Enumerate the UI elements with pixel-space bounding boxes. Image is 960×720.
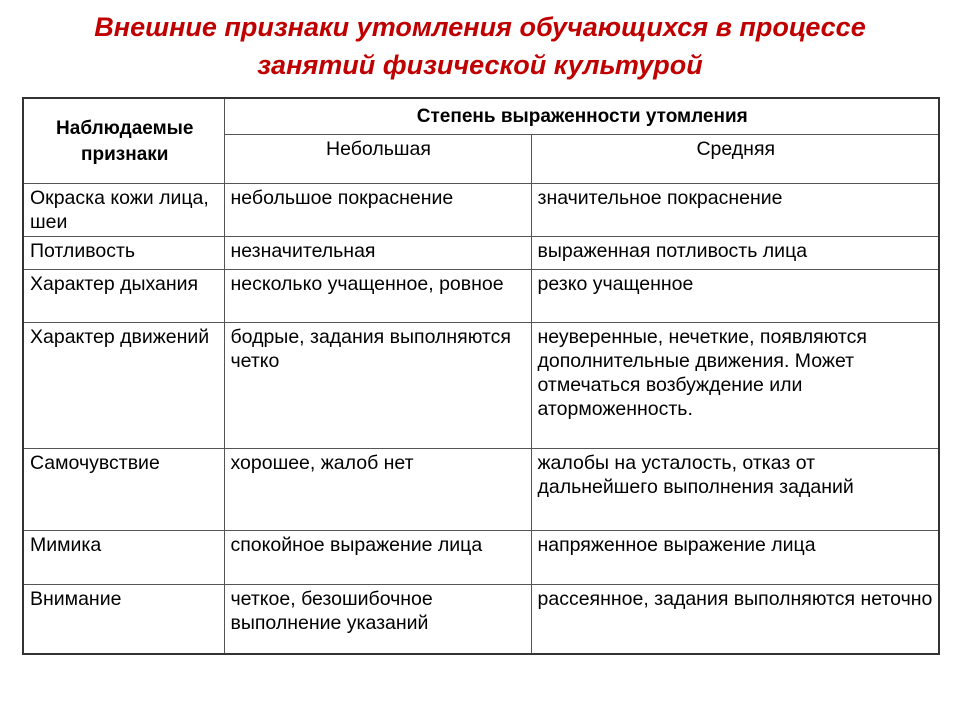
cell-sign: Характер движений	[23, 322, 224, 448]
cell-small: незначительная	[224, 236, 531, 269]
table-header-row	[23, 98, 939, 134]
cell-sign: Окраска кожи лица, шеи	[23, 183, 224, 236]
slide-title-line-2: занятий физической культурой	[257, 50, 703, 80]
table-row	[23, 269, 939, 322]
slide-title	[0, 8, 960, 84]
cell-medium: выраженная потливость лица	[531, 236, 939, 269]
table-row	[23, 183, 939, 236]
cell-sign: Потливость	[23, 236, 224, 269]
cell-medium: рассеянное, задания выполняются неточно	[531, 584, 939, 654]
cell-small: четкое, безошибочное выполнение указаний	[224, 584, 531, 654]
cell-medium: напряженное выражение лица	[531, 530, 939, 584]
cell-small: небольшое покраснение	[224, 183, 531, 236]
table-row	[23, 448, 939, 530]
cell-small: спокойное выражение лица	[224, 530, 531, 584]
table-row	[23, 584, 939, 654]
cell-sign: Внимание	[23, 584, 224, 654]
fatigue-signs-table	[22, 97, 940, 655]
cell-medium: неуверенные, нечеткие, появляются дополнительные движения. Может отмечаться возбуждение или аторможенность.	[531, 322, 939, 448]
cell-medium: резко учащенное	[531, 269, 939, 322]
table-row	[23, 236, 939, 269]
cell-small: хорошее, жалоб нет	[224, 448, 531, 530]
header-fatigue-degree: Степень выраженности утомления	[224, 98, 939, 134]
header-observed-signs: Наблюдаемые признаки	[23, 98, 224, 183]
header-small-degree: Небольшая	[224, 134, 531, 183]
cell-sign: Мимика	[23, 530, 224, 584]
header-medium-degree: Средняя	[531, 134, 939, 183]
cell-small: бодрые, задания выполняются четко	[224, 322, 531, 448]
cell-sign: Характер дыхания	[23, 269, 224, 322]
cell-medium: жалобы на усталость, отказ от дальнейшего выполнения заданий	[531, 448, 939, 530]
table-row	[23, 530, 939, 584]
cell-medium: значительное покраснение	[531, 183, 939, 236]
slide-title-line-1: Внешние признаки утомления обучающихся в процессе	[94, 12, 866, 42]
table-row	[23, 322, 939, 448]
cell-small: несколько учащенное, ровное	[224, 269, 531, 322]
cell-sign: Самочувствие	[23, 448, 224, 530]
